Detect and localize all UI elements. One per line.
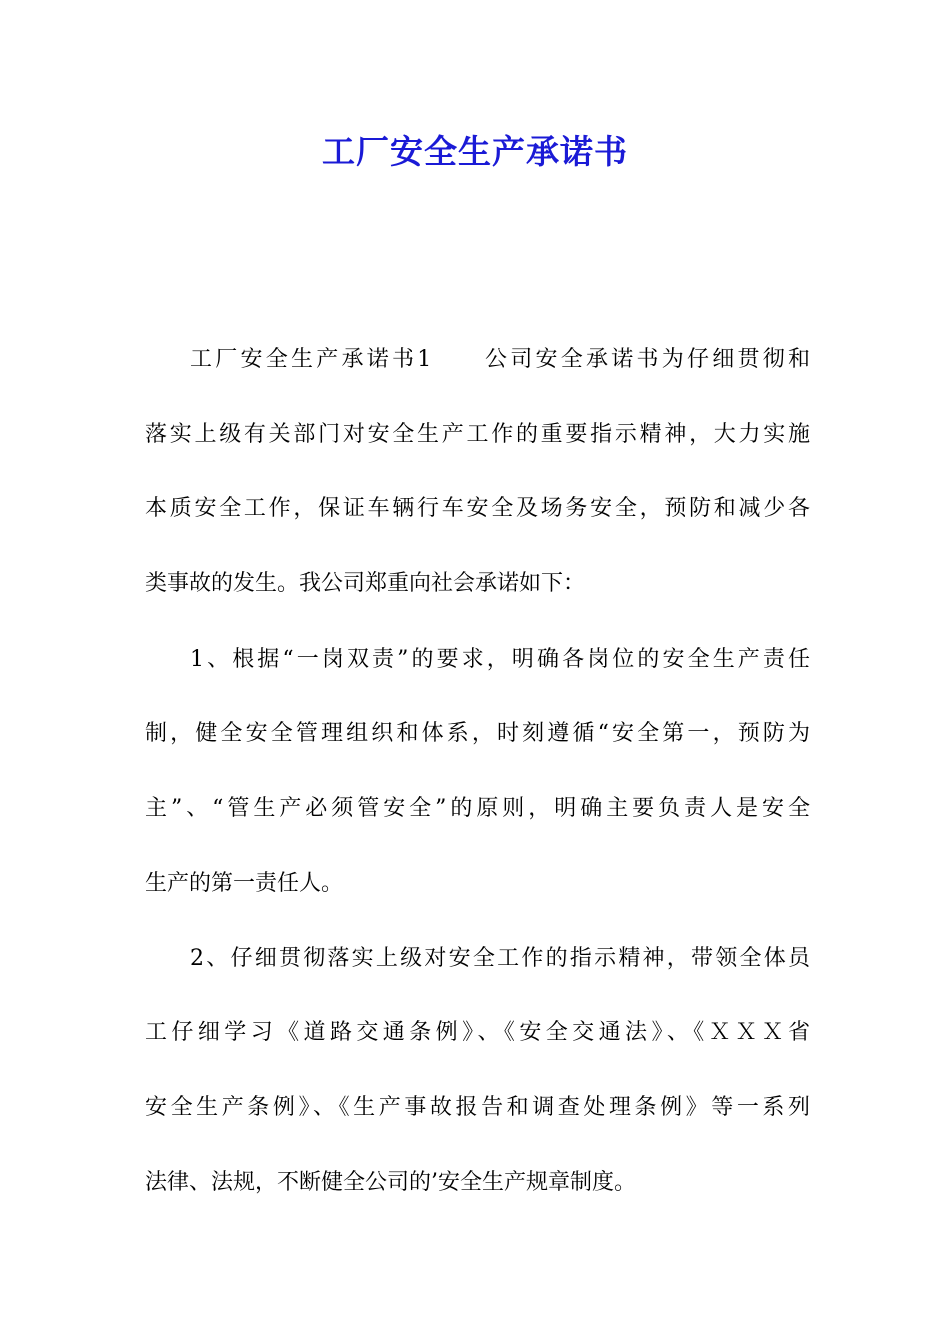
paragraph-line: 法律、法规，不断健全公司的’安全生产规章制度。: [145, 1170, 636, 1195]
document-title: 工厂安全生产承诺书: [322, 132, 628, 171]
paragraph-line: 生产的第一责任人。: [145, 871, 344, 896]
paragraph-line: 安全生产条例》、《生产事故报告和调查处理条例》等一系列: [145, 1095, 810, 1120]
paragraph-line: 2、仔细贯彻落实上级对安全工作的指示精神，带领全体员: [190, 946, 810, 971]
paragraph-line: 1、根据“一岗双责”的要求，明确各岗位的安全生产责任: [190, 647, 810, 672]
paragraph-line: 落实上级有关部门对安全生产工作的重要指示精神，大力实施: [145, 422, 810, 447]
paragraph-line: 制，健全安全管理组织和体系，时刻遵循“安全第一，预防为: [145, 721, 810, 746]
paragraph-line: 本质安全工作，保证车辆行车安全及场务安全，预防和减少各: [145, 496, 810, 521]
paragraph-line: 工厂安全生产承诺书1 公司安全承诺书为仔细贯彻和: [190, 347, 810, 372]
paragraph-line: 主”、“管生产必须管安全”的原则，明确主要负责人是安全: [145, 796, 810, 821]
paragraph-line: 类事故的发生。我公司郑重向社会承诺如下：: [145, 571, 586, 596]
paragraph-line: 工仔细学习《道路交通条例》、《安全交通法》、《ＸＸＸ省: [145, 1020, 810, 1045]
